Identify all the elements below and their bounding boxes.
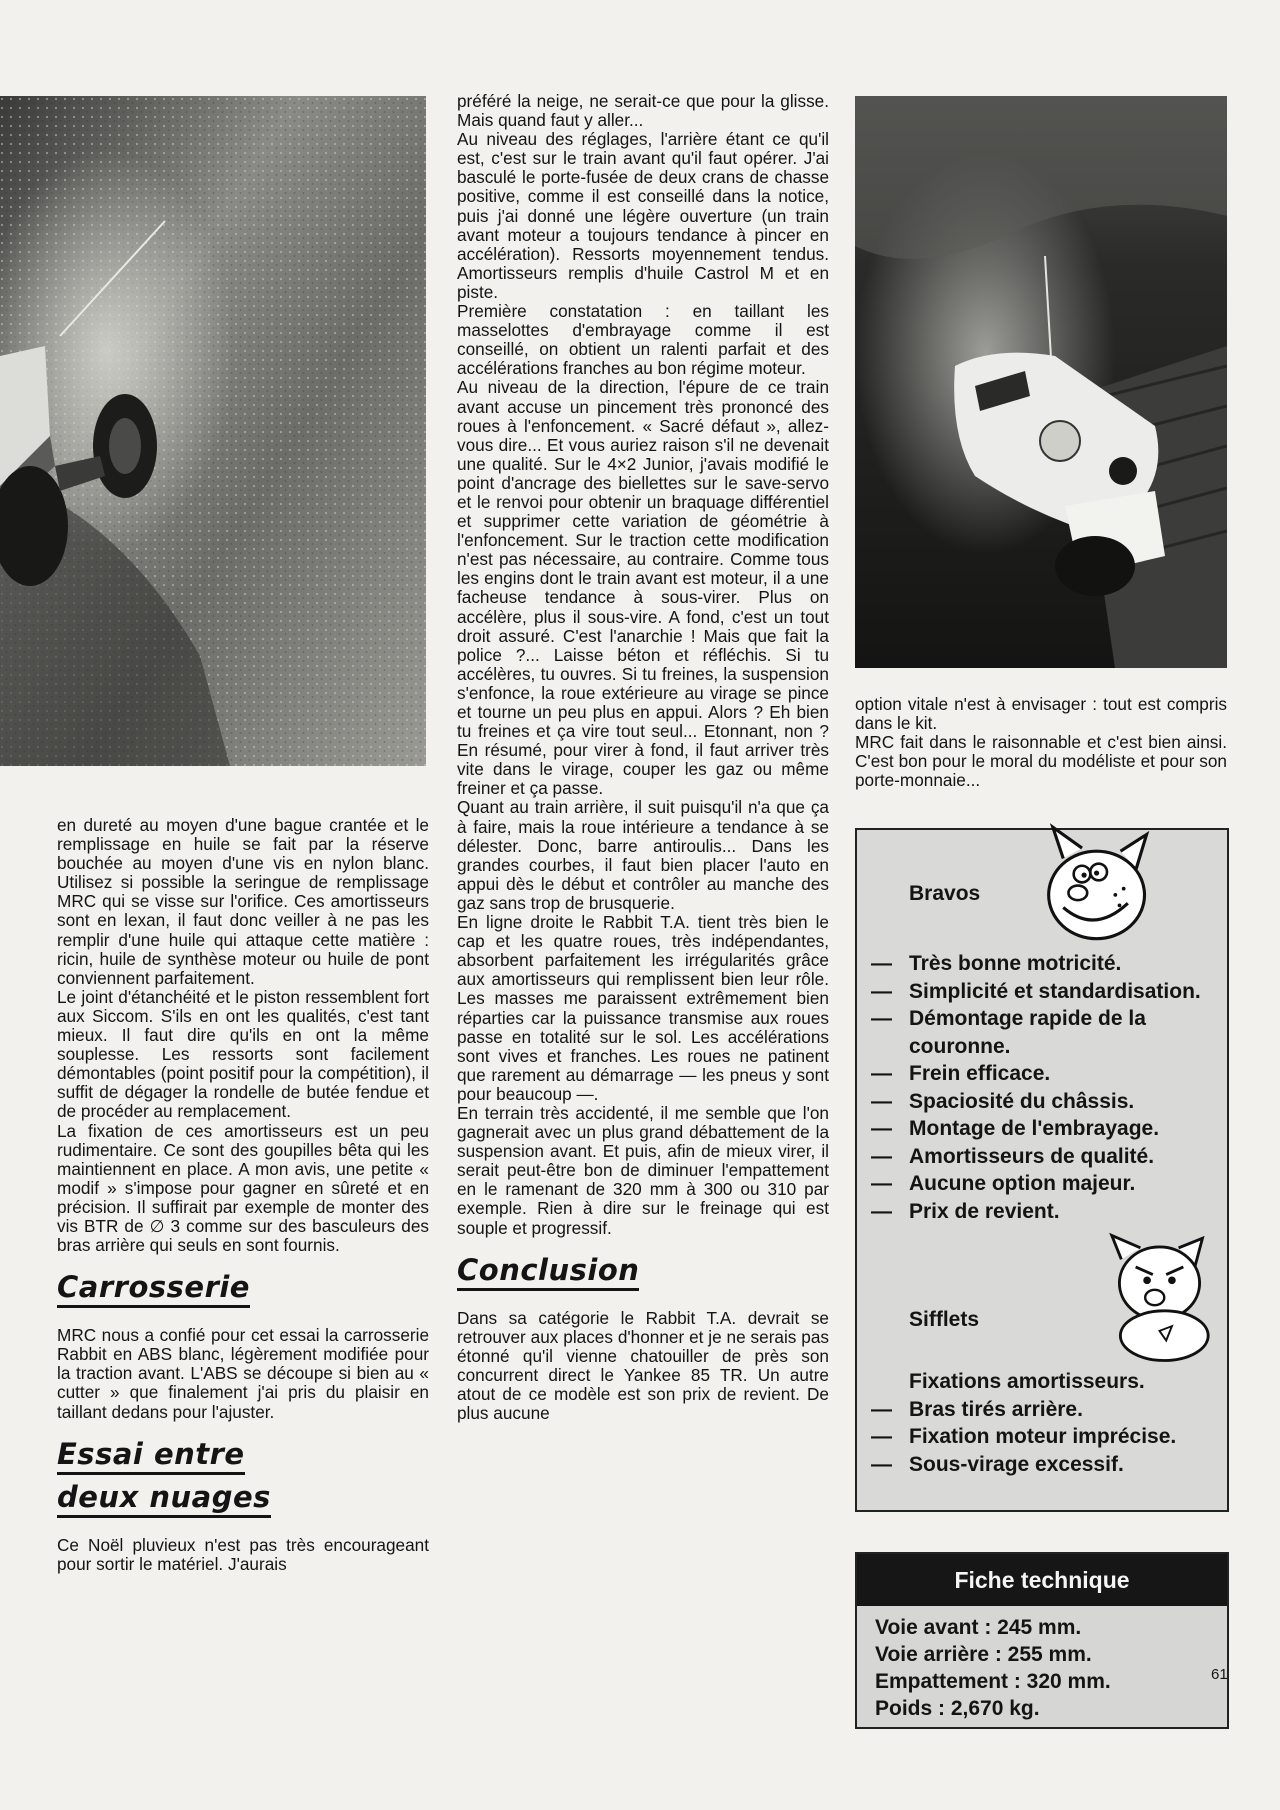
body-paragraph: Ce Noël pluvieux n'est pas très encourageant pour sortir le matériel. J'aurais	[57, 1534, 429, 1574]
list-item: — Simplicité et standardisation.	[871, 979, 1201, 1003]
section-heading-conclusion	[457, 1252, 829, 1295]
section-heading-carrosserie	[57, 1269, 429, 1312]
list-item: — Fixation moteur imprécise.	[871, 1425, 1177, 1448]
body-paragraph: préféré la neige, ne serait-ce que pour la glisse. Mais quand faut y aller...	[457, 91, 829, 131]
body-paragraph: MRC nous a confié pour cet essai la carrosserie Rabbit en ABS blanc, légèrement modifiée pour la traction avant. L'ABS se découpe si bien au « cutter » que finalement j'ai pris du plaisir en taillant dedans pour l'ajuster.	[57, 1325, 429, 1422]
section-heading-essai	[57, 1436, 429, 1522]
sifflets-list	[871, 1368, 1215, 1478]
fiche-row: Empattement : 320 mm.	[875, 1670, 1111, 1693]
body-paragraph: Au niveau de la direction, l'épure de ce train avant accuse un pincement très prononcé des roues à l'enfoncement. « Sacré défaut », allez-vous dire... Et vous auriez raison s'il ne devenait une qualité. Sur le 4×2 Junior, j'avais modifié le point d'ancrage des biellettes sur le save-servo et le renvoi pour obtenir un braquage différentiel et supprimer cette variation de géométrie à l'enfoncement. Sur le traction cette modification n'est pas nécessaire, au contraire. Comme tous les engins dont le train avant est moteur, il a une facheuse tendance à sous-virer. Plus on accélère, plus il sous-vire. A fond, c'est un tout droit assuré. C'est l'anarchie ! Mais que fait la police ?... Laisse béton et réfléchis. Si tu accélères, tu ouvres. Si tu freines, la suspension s'enfonce, la roue extérieure au virage se pince et tourne un peu plus en appui. Alors ? Eh bien tu freines et ça vire tout seul... Etonnant, non ? En résumé, pour virer à fond, il faut arriver très vite dans le virage, couper les gaz ou même freiner et ça passe.	[457, 377, 829, 799]
fiche-technique-box	[855, 1552, 1229, 1729]
body-paragraph: La fixation de ces amortisseurs est un peu rudimentaire. Ce sont des goupilles bêta qui les maintiennent en place. A mon avis, une petite « modif » s'impose pour gagner en sûreté et en précision. Il suffirait par exemple de monter des vis BTR de ∅ 3 comme sur des basculeurs des bras arrière qui seuls en sont fournis.	[57, 1120, 429, 1256]
list-item: — Démontage rapide de la couronne.	[871, 1007, 1146, 1058]
photo-rc-car-gravel	[0, 96, 426, 766]
body-paragraph: Quant au train arrière, il suit puisqu'il n'a que ça à faire, mais la roue intérieure a tendance à se délester. Donc, barre antiroulis... Dans les grandes courbes, il faut bien placer l'auto en appui dès le début et contrôler au manche des gaz sans trop de brusquerie.	[457, 797, 829, 913]
list-item: — Prix de revient.	[871, 1199, 1060, 1223]
list-item: — Montage de l'embrayage.	[871, 1117, 1160, 1140]
sifflets-title: Sifflets	[909, 1308, 980, 1331]
angry-pig-icon	[1107, 1230, 1212, 1365]
bravos-sifflets-box	[855, 828, 1229, 1512]
bravos-title: Bravos	[909, 882, 981, 905]
body-paragraph: option vitale n'est à envisager : tout est compris dans le kit.	[855, 694, 1227, 734]
body-paragraph: Dans sa catégorie le Rabbit T.A. devrait se retrouver aux places d'honner et je ne serais pas étonné qu'il vienne chatouiller de près son concurrent direct le Yankee 85 TR. Un autre atout de ce modèle est son prix de revient. De plus aucune	[457, 1307, 829, 1424]
happy-pig-icon	[1032, 822, 1157, 947]
fiche-title: Fiche technique	[857, 1554, 1227, 1606]
rc-car-on-gravel-photo	[0, 96, 426, 766]
list-item: — Sous-virage excessif.	[871, 1452, 1124, 1476]
list-item: — Frein efficace.	[871, 1062, 1051, 1085]
body-paragraph: En terrain très accidenté, il me semble que l'on gagnerait avec un plus grand débattement de la suspension avant. Et puis, afin de mieux virer, il serait peut-être bon de diminuer l'empattement en le ramenant de 320 mm à 300 ou 310 par exemple. Rien à dire sur le freinage qui est souple et progressif.	[457, 1102, 829, 1238]
heading-text-line-2: deux nuages	[57, 1479, 271, 1518]
body-paragraph: Première constatation : en taillant les masselottes d'embrayage comme il est conseillé, on obtient un ralenti parfait et des accélérations franches au bon régime moteur.	[457, 301, 829, 379]
column-1	[57, 816, 429, 1574]
list-item: — Spaciosité du châssis.	[871, 1089, 1135, 1113]
list-item: — Aucune option majeur.	[871, 1172, 1136, 1195]
list-item: — Bras tirés arrière.	[871, 1397, 1083, 1421]
page-number: 61	[1211, 1666, 1228, 1683]
bravos-list	[871, 950, 1215, 1225]
fiche-rows	[857, 1606, 1227, 1722]
heading-text: Conclusion	[457, 1252, 639, 1291]
column-3	[855, 695, 1227, 790]
body-paragraph: en dureté au moyen d'une bague crantée et le remplissage en huile se fait par la réserve bouchée au moyen d'une vis en nylon blanc. Utilisez si possible la seringue de remplissage MRC qui se visse sur l'orifice. Ces amortisseurs sont en lexan, il faut donc veiller à ne pas les remplir d'une huile qui attaque cette matière : ricin, huile de synthèse moteur ou huile de pont conviennent parfaitement.	[57, 815, 429, 988]
list-item: — Très bonne motricité.	[871, 952, 1122, 975]
body-paragraph: Au niveau des réglages, l'arrière étant ce qu'il est, c'est sur le train avant qu'il faut opérer. J'ai basculé le porte-fusée de deux crans de chasse positive, comme il est conseillé dans la notice, puis j'ai donné une légère ouverture (un train avant moteur a toujours tendance à pincer en accélération). Ressorts moyennement tendus. Amortisseurs remplis d'huile Castrol M et en piste.	[457, 129, 829, 302]
list-item: Fixations amortisseurs.	[909, 1370, 1145, 1393]
body-paragraph: MRC fait dans le raisonnable et c'est bien ainsi. C'est bon pour le moral du modéliste et pour son porte-monnaie...	[855, 732, 1227, 791]
heading-text-line-1: Essai entre	[57, 1436, 245, 1475]
rc-car-on-wooden-ramp-photo	[855, 96, 1227, 668]
photo-rc-car-ramp	[855, 96, 1227, 668]
body-paragraph: En ligne droite le Rabbit T.A. tient très bien le cap et les quatre roues, très indépendantes, absorbent parfaitement les irrégularités grâce aux amortisseurs qui remplissent bien leur rôle. Les masses me paraissent extrêmement bien réparties car la puissance transmise aux roues passe en totalité sur le sol. Les accélérations sont vives et franches. Les roues ne patinent que rarement au démarrage — les pneus y sont pour beaucoup —.	[457, 912, 829, 1104]
list-item: — Amortisseurs de qualité.	[871, 1144, 1155, 1168]
fiche-row: Voie avant : 245 mm.	[875, 1616, 1082, 1639]
body-paragraph: Le joint d'étanchéité et le piston ressemblent fort aux Siccom. S'ils en ont les qualités, c'est tant mieux. Il faut dire qu'ils en ont la même souplesse. Les ressorts sont facilement démontables (point positif pour la compétition), il suffit de dégager la rondelle de butée fendue et de procéder au remplacement.	[57, 986, 429, 1122]
column-2	[457, 92, 829, 1423]
fiche-row: Poids : 2,670 kg.	[875, 1697, 1040, 1720]
heading-text: Carrosserie	[57, 1269, 250, 1308]
fiche-row: Voie arrière : 255 mm.	[875, 1643, 1092, 1666]
